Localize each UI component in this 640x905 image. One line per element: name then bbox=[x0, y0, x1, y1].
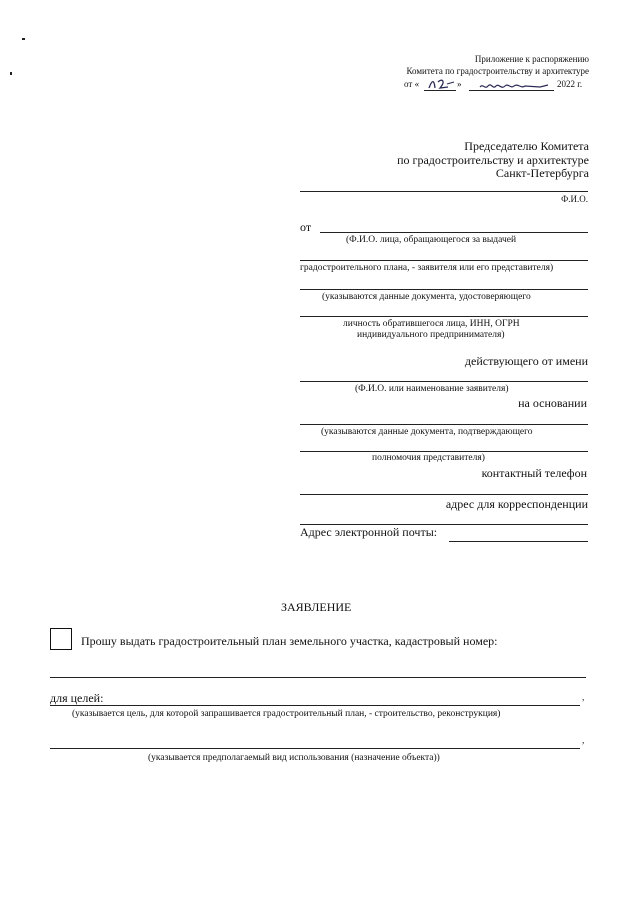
cadastral-number-line bbox=[50, 677, 586, 678]
applicant-hint-4: личность обратившегося лица, ИНН, ОГРН bbox=[343, 319, 520, 329]
scan-speck bbox=[10, 72, 12, 75]
applicant-hint-8: полномочия представителя) bbox=[372, 453, 485, 463]
applicant-hint-3: (указываются данные документа, удостоверяющего bbox=[322, 292, 531, 302]
applicant-line-3 bbox=[300, 289, 588, 290]
addressee-line-2: по градостроительству и архитектуре bbox=[397, 153, 589, 167]
representative-name-line bbox=[300, 381, 588, 382]
addressee-line-1: Председателю Комитета bbox=[464, 139, 589, 153]
addressee-fio-label: Ф.И.О. bbox=[561, 194, 588, 204]
date-mid: » bbox=[457, 79, 462, 89]
comma-2: , bbox=[582, 736, 585, 746]
authority-line bbox=[300, 451, 588, 452]
scan-speck bbox=[22, 38, 25, 40]
applicant-line-2 bbox=[300, 260, 588, 261]
purpose-line bbox=[50, 705, 580, 706]
comma-1: , bbox=[582, 693, 585, 703]
addressee-fio-line bbox=[300, 191, 588, 192]
statement-title: ЗАЯВЛЕНИЕ bbox=[281, 600, 352, 614]
phone-line bbox=[300, 494, 588, 495]
applicant-hint-2: градостроительного плана, - заявителя или его представителя) bbox=[300, 263, 554, 273]
address-label: адрес для корреспонденции bbox=[445, 497, 588, 511]
use-hint: (указывается предполагаемый вид использования (назначение объекта)) bbox=[148, 753, 440, 763]
acting-label: действующего от имени bbox=[464, 354, 588, 368]
basis-label: на основании bbox=[518, 396, 587, 410]
applicant-hint-1: (Ф.И.О. лица, обращающегося за выдачей bbox=[346, 235, 517, 245]
purpose-hint: (указывается цель, для которой запрашивается градостроительный план, - строительство, реконструкция) bbox=[72, 709, 501, 719]
applicant-line-4 bbox=[300, 316, 588, 317]
request-text: Прошу выдать градостроительный план земельного участка, кадастровый номер: bbox=[81, 634, 498, 648]
phone-label: контактный телефон bbox=[481, 466, 587, 480]
handwritten-month bbox=[478, 78, 550, 92]
applicant-hint-7: (указываются данные документа, подтверждающего bbox=[321, 427, 533, 437]
appendix-line-2: Комитета по градостроительству и архитектуре bbox=[406, 66, 589, 76]
request-checkbox[interactable] bbox=[50, 628, 72, 650]
use-line bbox=[50, 748, 580, 749]
date-year: 2022 г. bbox=[557, 79, 583, 89]
email-label: Адрес электронной почты: bbox=[300, 525, 438, 539]
applicant-hint-6: (Ф.И.О. или наименование заявителя) bbox=[355, 384, 509, 394]
handwritten-day bbox=[426, 77, 456, 91]
email-field-line bbox=[449, 541, 588, 542]
from-label: от bbox=[300, 220, 312, 234]
applicant-hint-5: индивидуального предпринимателя) bbox=[357, 330, 505, 340]
appendix-line-1: Приложение к распоряжению bbox=[474, 54, 589, 64]
purpose-label: для целей: bbox=[50, 691, 104, 705]
applicant-fio-line bbox=[320, 232, 588, 233]
date-prefix: от « bbox=[404, 79, 420, 89]
addressee-line-3: Санкт-Петербурга bbox=[495, 166, 589, 180]
basis-doc-line bbox=[300, 424, 588, 425]
